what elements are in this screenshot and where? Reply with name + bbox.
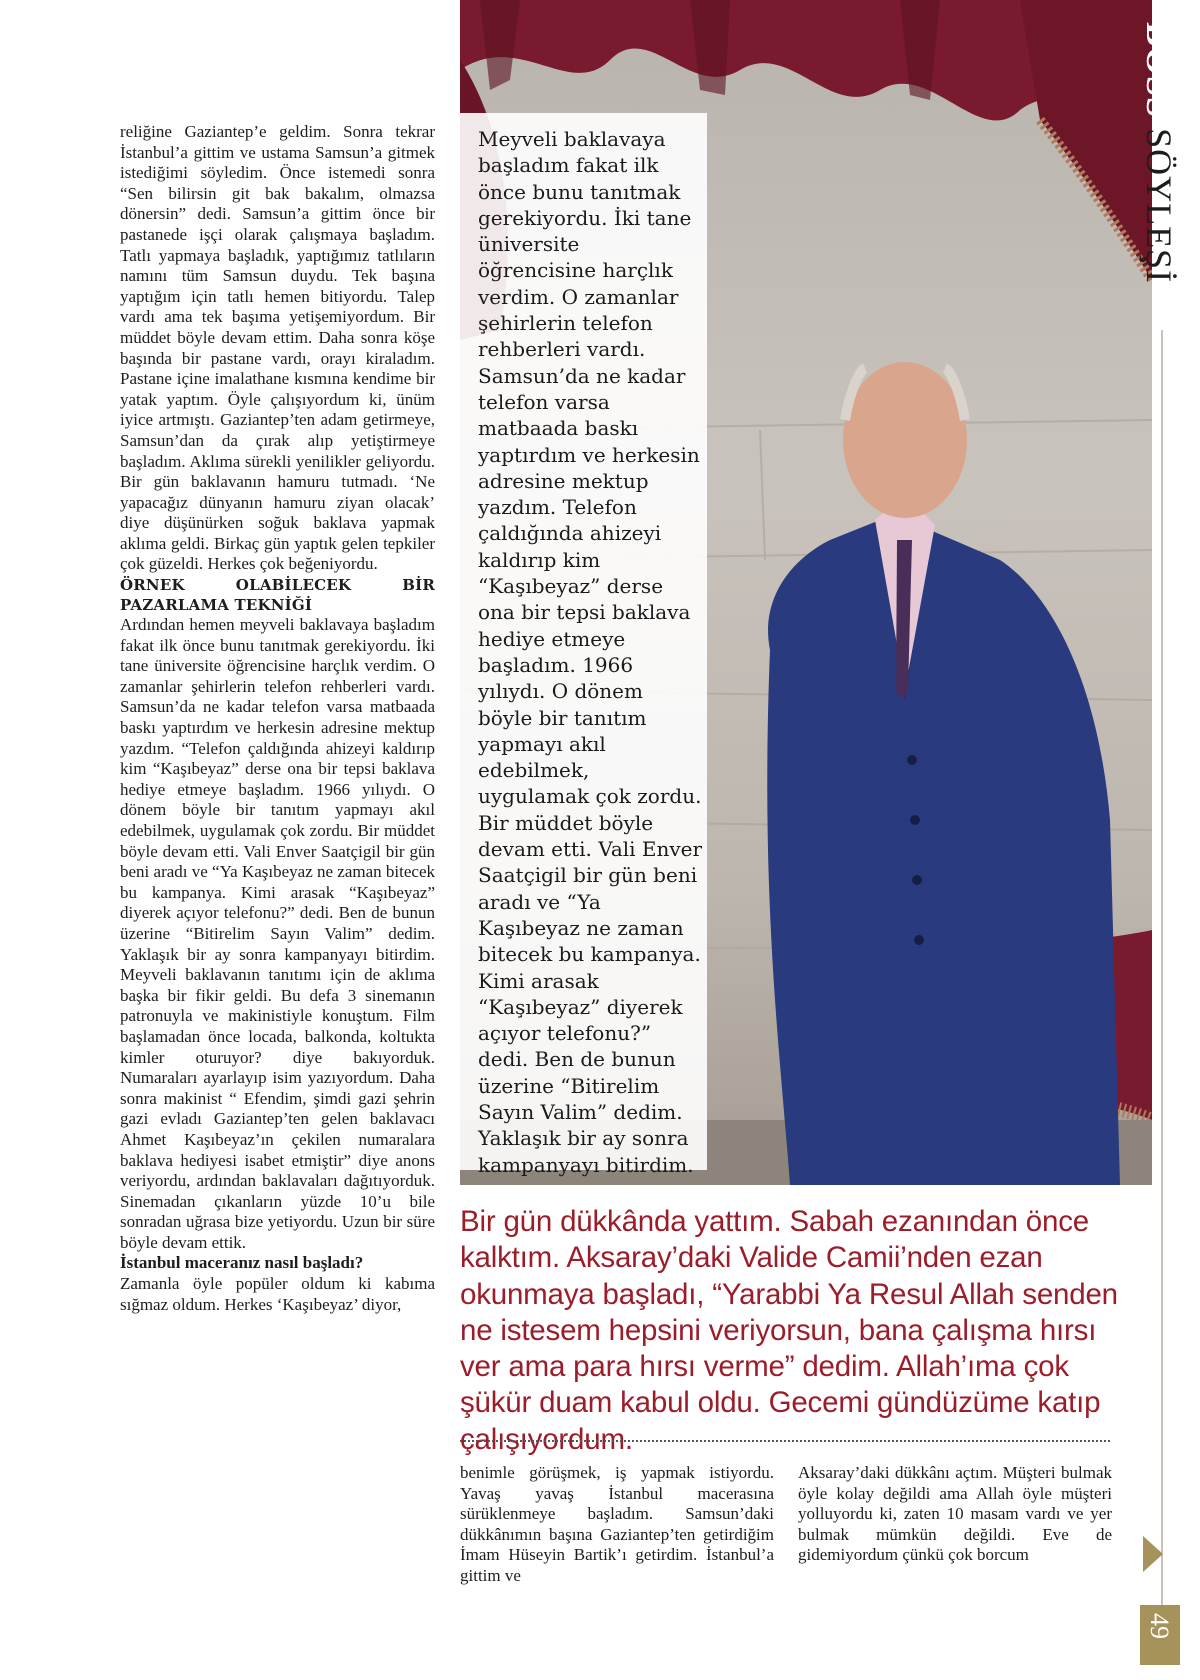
- body-paragraph: benimle görüşmek, iş yapmak istiyordu. Yavaş yavaş İstanbul macerasına sürüklenmeye başladım. Samsun’daki dükkânımın başına Gaziantep’ten getirdiğim İmam Hüseyin Bartik’ı getirdim. İstanbul’a gittim ve: [460, 1463, 774, 1585]
- interview-question: İstanbul maceranız nasıl başladı?: [120, 1253, 364, 1273]
- dotted-divider: [460, 1440, 1110, 1442]
- section-label: [1140, 22, 1180, 312]
- continue-arrow-icon: [1143, 1536, 1163, 1572]
- page-number: 49: [1145, 1613, 1174, 1639]
- body-paragraph: reliğine Gaziantep’e geldim. Sonra tekrar İstanbul’a gittim ve ustama Samsun’a gitmek istediğimi söyledim. Önce istemedi sonra “Sen bilirsin git bak bakalım, olmazsa dönersin” dedi. Samsun’a gittim önce bir pastanede işçi olarak çalışmaya başladım. Tatlı yapmaya başladık, yaptığımız tatlıların namını tüm Samsun duydu. Tek başına yaptığım için tatlı hemen bitiyordu. Talep vardı ama tek başıma yetişemiyordum. Bir müddet böyle devam ettim. Daha sonra köşe başında bir pastane vardı, orayı kiraladım. Pastane içine imalathane kısmına kendime bir yatak yaptım. Öyle çalışıyordum ki, ünüm iyice artmıştı. Gaziantep’ten adam getirmeye, Samsun’dan da çırak alıp yetiştirmeye başladım. Aklıma sürekli yenilikler geliyordu. Bir gün baklavanın hamuru tutmadı. ‘Ne yapacağız dünyanın hamuru ziyan olacak’ diye düşünürken soğuk baklava yapmak aklıma geldi. Birkaç gün yaptık gelen tepkiler çok güzeldi. Herkes çok beğeniyordu.: [120, 122, 435, 574]
- article-right-column: [798, 1463, 1112, 1566]
- section-title: SÖYLEŞİ: [1139, 128, 1179, 284]
- body-paragraph: Ardından hemen meyveli baklavaya başladım fakat ilk önce bunu tanıtmak gerekiyordu. İki tane üniversite öğrencisine harçlık verdim. O zamanlar şehirlerin telefon rehberleri vardı. Samsun’da ne kadar telefon varsa matbaada baskı yaptırdım ve herkesin adresine mektup yazdım. “Telefon çaldığında ahizeyi kaldırıp kim “Kaşıbeyaz” derse ona bir tepsi baklava hediye etmeye başladım. 1966 yılıydı. O dönem böyle bir tanıtım yapmayı akıl edebilmek, uygulamak çok zordu. Bir müddet böyle devam etti. Vali Enver Saatçigil bir gün beni aradı ve “Ya Kaşıbeyaz ne zaman bitecek bu kampanya. Kimi arasak “Kaşıbeyaz” diyerek açıyor telefonu?” dedi. Ben de bunun üzerine “Bitirelim Sayın Valim” dedim. Yaklaşık bir ay sonra kampanyayı bitirdim. Meyveli baklavanın tanıtımı için de aklıma başka bir fikir geldi. Bu defa 3 sinemanın patronuyla ve makinistiyle konuştum. Film başlamadan önce locada, balkonda, koltukta kimler oturuyor? diye bakıyorduk. Numaraları ayarlayıp isim yazıyordum. Daha sonra makinist “ Efendim, şimdi gazi şehrin gazi evladı Gaziantep’ten gelen baklavacı Ahmet Kaşıbeyaz’ın çekilen numaralara baklava hediyesi isabet etmiştir” diye anons veriyordu, ardından baklavaları dağıtıyorduk. Sinemadan çıkanların yüzde 10’u bile sonradan uğrasa bize yetiyordu. Uzun bir süre böyle devam ettik.: [120, 615, 435, 1252]
- section-subheading: ÖRNEK OLABİLECEK BİR PAZARLAMA TEKNİĞİ: [120, 576, 435, 615]
- side-rule-divider: [1161, 330, 1163, 1630]
- body-paragraph: Zamanla öyle popüler oldum ki kabıma sığmaz oldum. Herkes ‘Kaşıbeyaz’ diyor,: [120, 1274, 435, 1314]
- page-number-tab: [1140, 1605, 1180, 1665]
- article-middle-column: [460, 1463, 774, 1587]
- highlighted-quote: Bir gün dükkânda yattım. Sabah ezanından önce kalktım. Aksaray’daki Valide Camii’nden ezan okunmaya başladı, “Yarabbi Ya Resul Allah senden ne istesem hepsini veriyorsun, bana çalışma hırsı ver ama para hırsı verme” dedim. Allah’ıma çok şükür duam kabul oldu. Gecemi gündüzüme katıp çalışıyordum.: [460, 1205, 1118, 1456]
- pull-quote-text: Meyveli baklavaya başladım fakat ilk önce bunu tanıtmak gerekiyordu. İki tane üniversite öğrencisine harçlık verdim. O zamanlar şehirlerin telefon rehberleri vardı. Samsun’da ne kadar telefon varsa matbaada baskı yaptırdım ve herkesin adresine mektup yazdım. Telefon çaldığında ahizeyi kaldırıp kim “Kaşıbeyaz” derse ona bir tepsi baklava hediye etmeye başladım. 1966 yılıydı. O dönem böyle bir tanıtım yapmayı akıl edebilmek, uygulamak çok zordu. Bir müddet böyle devam etti. Vali Enver Saatçigil bir gün beni aradı ve “Ya Kaşıbeyaz ne zaman bitecek bu kampanya. Kimi arasak “Kaşıbeyaz” diyerek açıyor telefonu?” dedi. Ben de bunun üzerine “Bitirelim Sayın Valim” dedim. Yaklaşık bir ay sonra kampanyayı bitirdim.: [478, 127, 703, 1177]
- body-paragraph: Aksaray’daki dükkânı açtım. Müşteri bulmak öyle kolay değildi ama Allah öyle müşteri yolluyordu ki, zaten 10 masam vardı ve yer bulmak mümkün değildi. Eve de gidemiyordum çünkü çok borcum: [798, 1463, 1112, 1565]
- article-left-column: [120, 122, 435, 1315]
- section-brand: BOSS: [1139, 22, 1179, 119]
